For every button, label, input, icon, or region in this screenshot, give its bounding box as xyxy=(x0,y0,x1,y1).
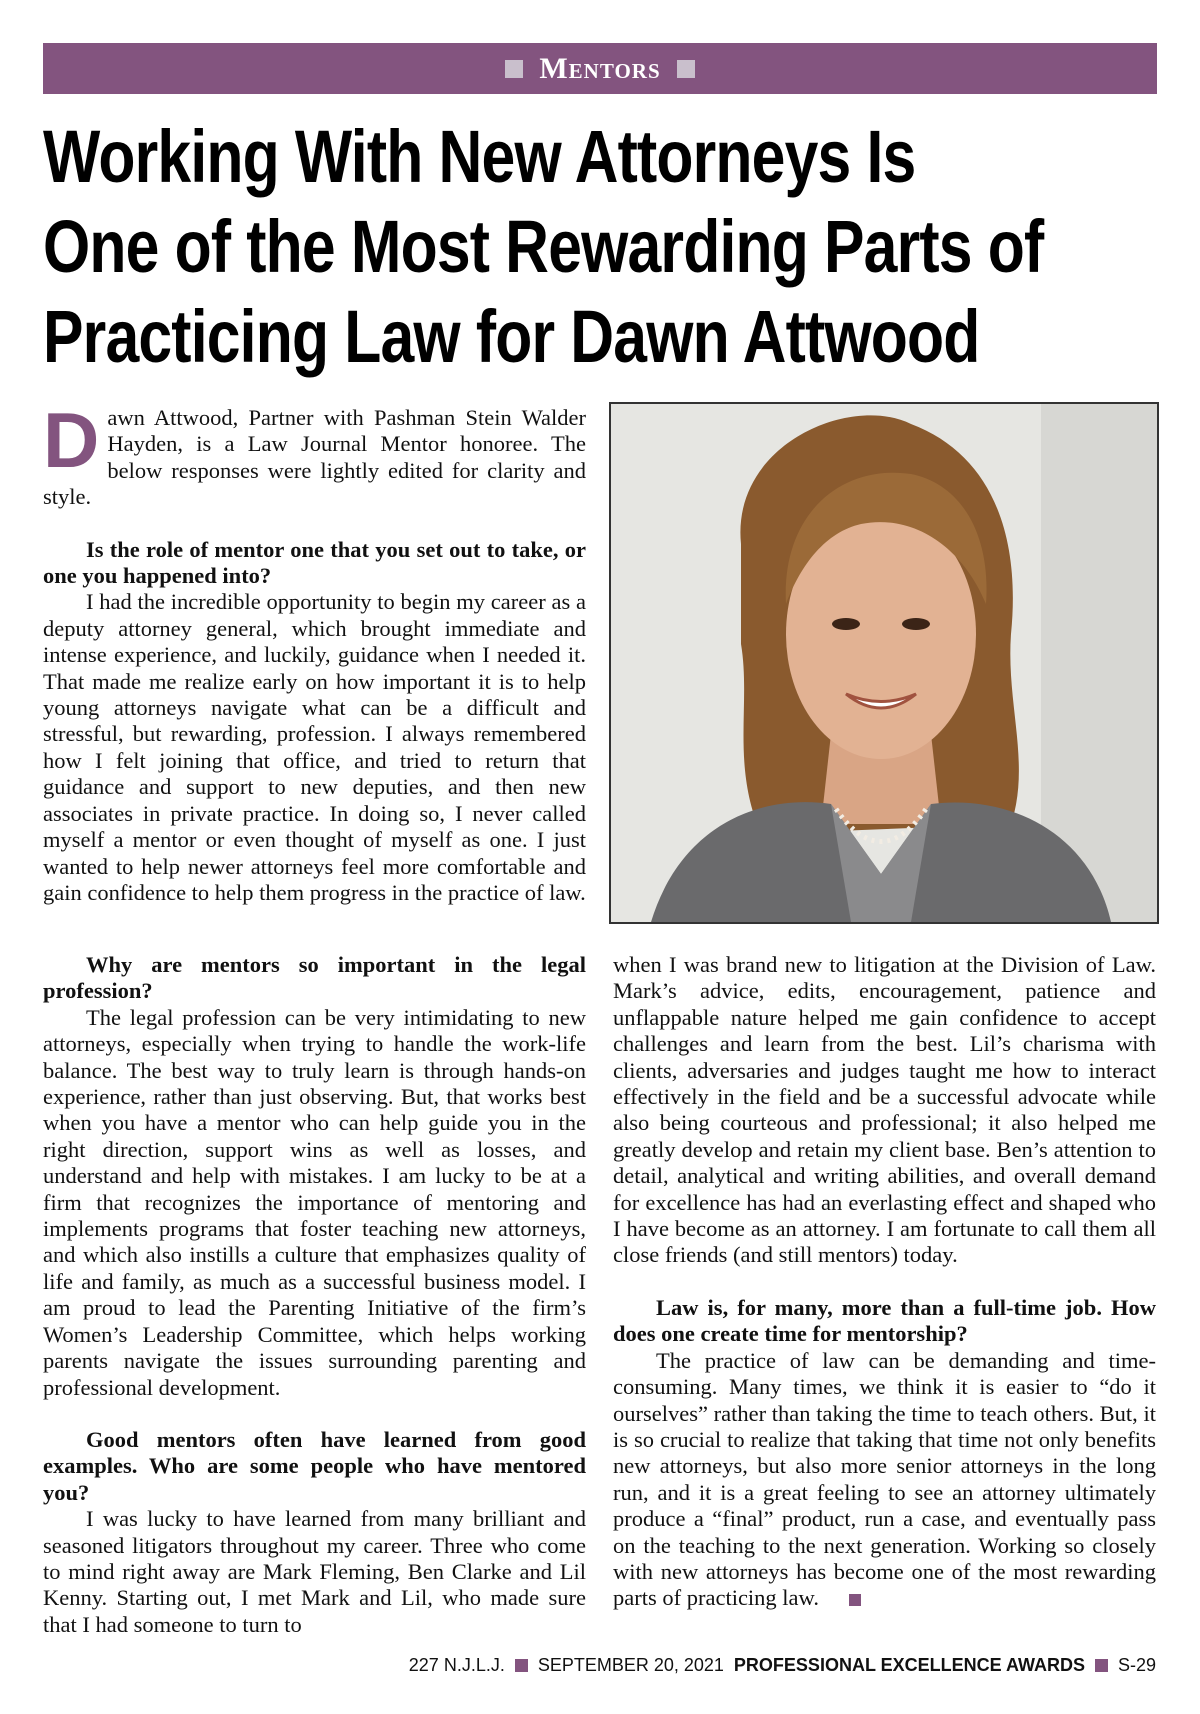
question-4: Law is, for many, more than a full-time job. How does one create time for mentorship? xyxy=(613,1294,1156,1347)
footer-date: SEPTEMBER 20, 2021 xyxy=(537,1655,724,1675)
square-bullet-icon xyxy=(1095,1659,1108,1672)
answer-2: The legal profession can be very intimidating to new attorneys, especially when trying to handle the work-life balance. The best way to truly learn is through hands-on experience, rather than just observing. But, that works best when you have a mentor who can help guide you in the right direction, support wins as well as losses, and understand and help with mistakes. I am lucky to be at a firm that recognizes the importance of mentoring and implements programs that foster teaching new attorneys, and which also instills a culture that emphasizes quality of life and family, as much as a successful business model. I am proud to lead the Parenting Initiative of the firm’s Women’s Leadership Committee, which helps working parents navigate the issues surrounding parenting and professional development. xyxy=(43,1004,586,1400)
article-headline xyxy=(43,112,1150,382)
column-left-bottom xyxy=(43,952,586,1638)
square-bullet-icon xyxy=(677,60,695,78)
end-mark-icon xyxy=(849,1594,861,1606)
footer-page-number: S-29 xyxy=(1117,1655,1156,1675)
headline-line: One of the Most Rewarding Parts of xyxy=(43,205,1044,288)
answer-3-part2: when I was brand new to litigation at the Division of Law. Mark’s advice, edits, encouragement, patience and unflappable nature helped me gain confidence to accept challenges and learn from the best. Lil’s charisma with clients, adversaries and judges taught me how to interact effectively in the field and be a successful advocate while also being courteous and professional; it also helped me greatly develop and retain my client base. Ben’s attention to detail, analytical and writing abilities, and overall demand for excellence has had an everlasting effect and shaped who I have become as an attorney. I am fortunate to call them all close friends (and still mentors) today. xyxy=(613,952,1156,1268)
footer-volume: 227 N.J.L.J. xyxy=(408,1655,505,1675)
intro-paragraph xyxy=(43,396,586,511)
footer-publication: PROFESSIONAL EXCELLENCE AWARDS xyxy=(733,1655,1085,1675)
headline-line: Working With New Attorneys Is xyxy=(43,115,916,198)
answer-4 xyxy=(613,1348,1156,1612)
square-bullet-icon xyxy=(515,1659,528,1672)
column-left-top xyxy=(43,396,586,906)
question-2: Why are mentors so important in the legal profession? xyxy=(43,952,586,1004)
section-banner xyxy=(43,43,1157,94)
portrait-illustration xyxy=(611,404,1157,922)
intro-text: awn Attwood, Partner with Pashman Stein Walder Hayden, is a Law Journal Mentor honoree. The below responses were lightly edited for clarity and style. xyxy=(43,405,586,510)
headline-line: Practicing Law for Dawn Attwood xyxy=(43,295,980,378)
answer-3-part1: I was lucky to have learned from many brilliant and seasoned litigators throughout my career. Three who come to mind right away are Mark Fleming, Ben Clarke and Lil Kenny. Starting out, I met Mark and Lil, who made sure that I had someone to turn to xyxy=(43,1506,586,1637)
column-right-bottom xyxy=(613,952,1156,1612)
question-1: Is the role of mentor one that you set out to take, or one you happened into? xyxy=(43,536,586,589)
page-footer xyxy=(43,1655,1156,1676)
drop-cap: D xyxy=(43,396,100,484)
section-label: Mentors xyxy=(539,51,661,85)
square-bullet-icon xyxy=(505,60,523,78)
answer-4-text: The practice of law can be demanding and time-consuming. Many times, we think it is easier to “do it ourselves” rather than taking the time to teach others. But, it is so crucial to realize that taking that time not only benefits new attorneys, but also more senior attorneys in the long run, and it is a great feeling to see an attorney ultimately produce a “final” product, run a case, and eventually pass on the teaching to the next generation. Working so closely with new attorneys has become one of the most rewarding parts of practicing law. xyxy=(613,1347,1156,1611)
portrait-photo xyxy=(609,402,1159,924)
answer-1: I had the incredible opportunity to begin my career as a deputy attorney general, which brought immediate and intense experience, and luckily, guidance when I needed it. That made me realize early on how important it is to help young attorneys navigate what can be a difficult and stressful, but rewarding, profession. I always remembered how I felt joining that office, and tried to return that guidance and support to new deputies, and then new associates in private practice. In doing so, I never called myself a mentor or even thought of myself as one. I just wanted to help newer attorneys feel more comfortable and gain confidence to help them progress in the practice of law. xyxy=(43,589,586,905)
question-3: Good mentors often have learned from good examples. Who are some people who have mentored you? xyxy=(43,1426,586,1505)
